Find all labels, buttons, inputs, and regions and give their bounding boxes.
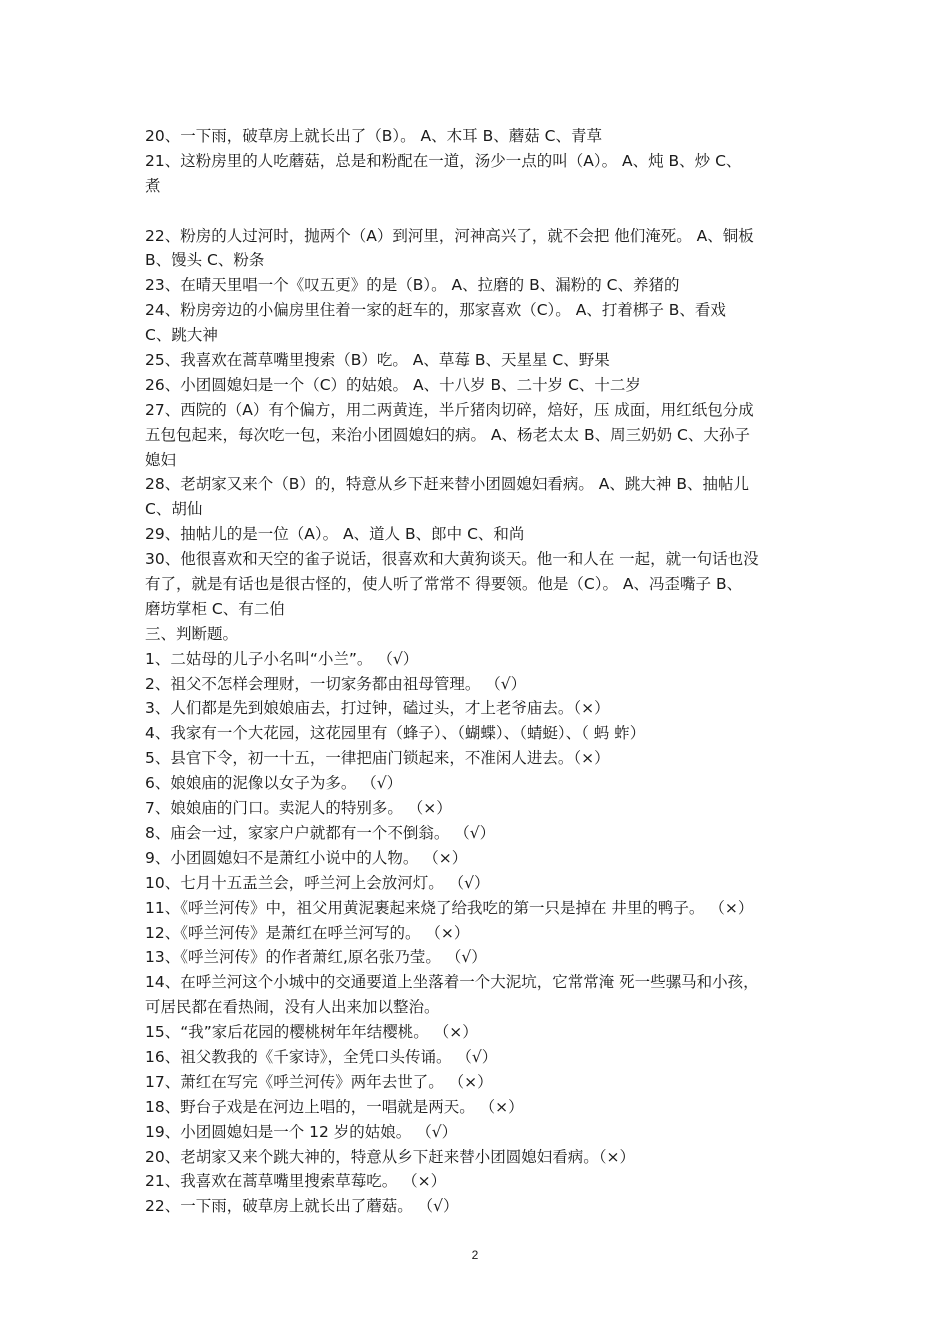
text-line: 21、这粉房里的人吃蘑菇，总是和粉配在一道，汤少一点的叫（A）。 A、炖 B、炒 C、 <box>145 151 742 170</box>
text-line: C、跳大神 <box>145 326 218 345</box>
text-line: 有了，就是有话也是很古怪的，使人听了常常不 得要领。他是（C）。 A、冯歪嘴子 B、 <box>145 575 743 594</box>
text-line: 3、人们都是先到娘娘庙去，打过钟，磕过头，才上老爷庙去。（×） <box>145 699 610 718</box>
text-line: 20、一下雨，破草房上就长出了（B）。 A、木耳 B、蘑菇 C、青草 <box>145 127 602 145</box>
text-line: 媳妇 <box>145 450 177 469</box>
text-line: 17、萧红在写完《呼兰河传》两年去世了。 （×） <box>145 1072 493 1091</box>
text-line: 21、我喜欢在蒿草嘴里搜索草莓吃。 （×） <box>145 1172 447 1191</box>
text-line: 9、小团圆媳妇不是萧红小说中的人物。 （×） <box>145 848 468 867</box>
text-line: 煮 <box>145 176 161 195</box>
text-line: 23、在晴天里唱一个《叹五更》的是（B）。 A、拉磨的 B、漏粉的 C、养猪的 <box>145 276 680 295</box>
text-line: 五包包起来，每次吃一包，来治小团圆媳妇的病。 A、杨老太太 B、周三奶奶 C、大孙子 <box>145 425 750 444</box>
text-line: 5、县官下令，初一十五，一律把庙门锁起来，不准闲人进去。（×） <box>145 749 610 768</box>
text-line: 29、抽帖儿的是一位（A）。 A、道人 B、郎中 C、和尚 <box>145 525 525 544</box>
text-line: 8、庙会一过，家家户户就都有一个不倒翁。 （√） <box>145 823 496 842</box>
text-line: 22、粉房的人过河时，抛两个（A）到河里，河神高兴了，就不会把 他们淹死。 A、铜板 <box>145 226 754 245</box>
text-line: 11、《呼兰河传》中，祖父用黄泥裹起来烧了给我吃的第一只是掉在 井里的鸭子。 （×） <box>145 898 754 917</box>
text-line: 19、小团圆媳妇是一个 12 岁的姑娘。 （√） <box>145 1122 458 1141</box>
text-line: 18、野台子戏是在河边上唱的，一唱就是两天。 （×） <box>145 1097 524 1116</box>
text-line: 14、在呼兰河这个小城中的交通要道上坐落着一个大泥坑，它常常淹 死一些骡马和小孩， <box>145 973 759 992</box>
text-line: B、馒头 C、粉条 <box>145 251 265 270</box>
text-line: 4、我家有一个大花园，这花园里有（蜂子）、（蝴蝶）、（蜻蜓）、（ 蚂 蚱） <box>145 724 646 743</box>
page-number: 2 <box>471 1248 479 1262</box>
document-body <box>145 124 810 1219</box>
text-line: 22、一下雨，破草房上就长出了蘑菇。 （√） <box>145 1197 459 1216</box>
text-line: 10、七月十五盂兰会，呼兰河上会放河灯。 （√） <box>145 873 490 892</box>
text-line: 30、他很喜欢和天空的雀子说话，很喜欢和大黄狗谈天。他一和人在 一起，就一句话也没 <box>145 550 759 569</box>
text-line: 16、祖父教我的《千家诗》，全凭口头传诵。 （√） <box>145 1047 498 1066</box>
text-line: 磨坊掌柜 C、有二伯 <box>145 599 285 618</box>
text-line: 7、娘娘庙的门口。卖泥人的特别多。 （×） <box>145 799 452 818</box>
text-line: 15、“我”家后花园的樱桃树年年结樱桃。 （×） <box>145 1023 478 1042</box>
text-line: 1、二姑母的儿子小名叫“小兰”。 （√） <box>145 649 419 668</box>
text-line: 28、老胡家又来个（B）的，特意从乡下赶来替小团圆媳妇看病。 A、跳大神 B、抽帖儿 <box>145 475 749 494</box>
text-line: C、胡仙 <box>145 500 203 519</box>
blank-line <box>145 199 810 224</box>
text-line: 26、小团圆媳妇是一个（C）的姑娘。 A、十八岁 B、二十岁 C、十二岁 <box>145 375 641 394</box>
text-line: 27、西院的（A）有个偏方，用二两黄连，半斤猪肉切碎，焙好，压 成面，用红纸包分成 <box>145 400 754 419</box>
text-line: 可居民都在看热闹，没有人出来加以整治。 <box>145 998 440 1017</box>
text-line: 6、娘娘庙的泥像以女子为多。 （√） <box>145 774 403 793</box>
text-line: 12、《呼兰河传》是萧红在呼兰河写的。 （×） <box>145 923 470 942</box>
text-line: 三、判断题。 <box>145 624 239 643</box>
text-line: 13、《呼兰河传》的作者萧红,原名张乃莹。 （√） <box>145 948 487 967</box>
text-line: 25、我喜欢在蒿草嘴里搜索（B）吃。 A、草莓 B、天星星 C、野果 <box>145 351 610 370</box>
text-line: 2、祖父不怎样会理财，一切家务都由祖母管理。 （√） <box>145 674 527 693</box>
text-line: 20、老胡家又来个跳大神的，特意从乡下赶来替小团圆媳妇看病。（×） <box>145 1147 635 1166</box>
text-line: 24、粉房旁边的小偏房里住着一家的赶车的，那家喜欢（C）。 A、打着梆子 B、看戏 <box>145 301 726 320</box>
